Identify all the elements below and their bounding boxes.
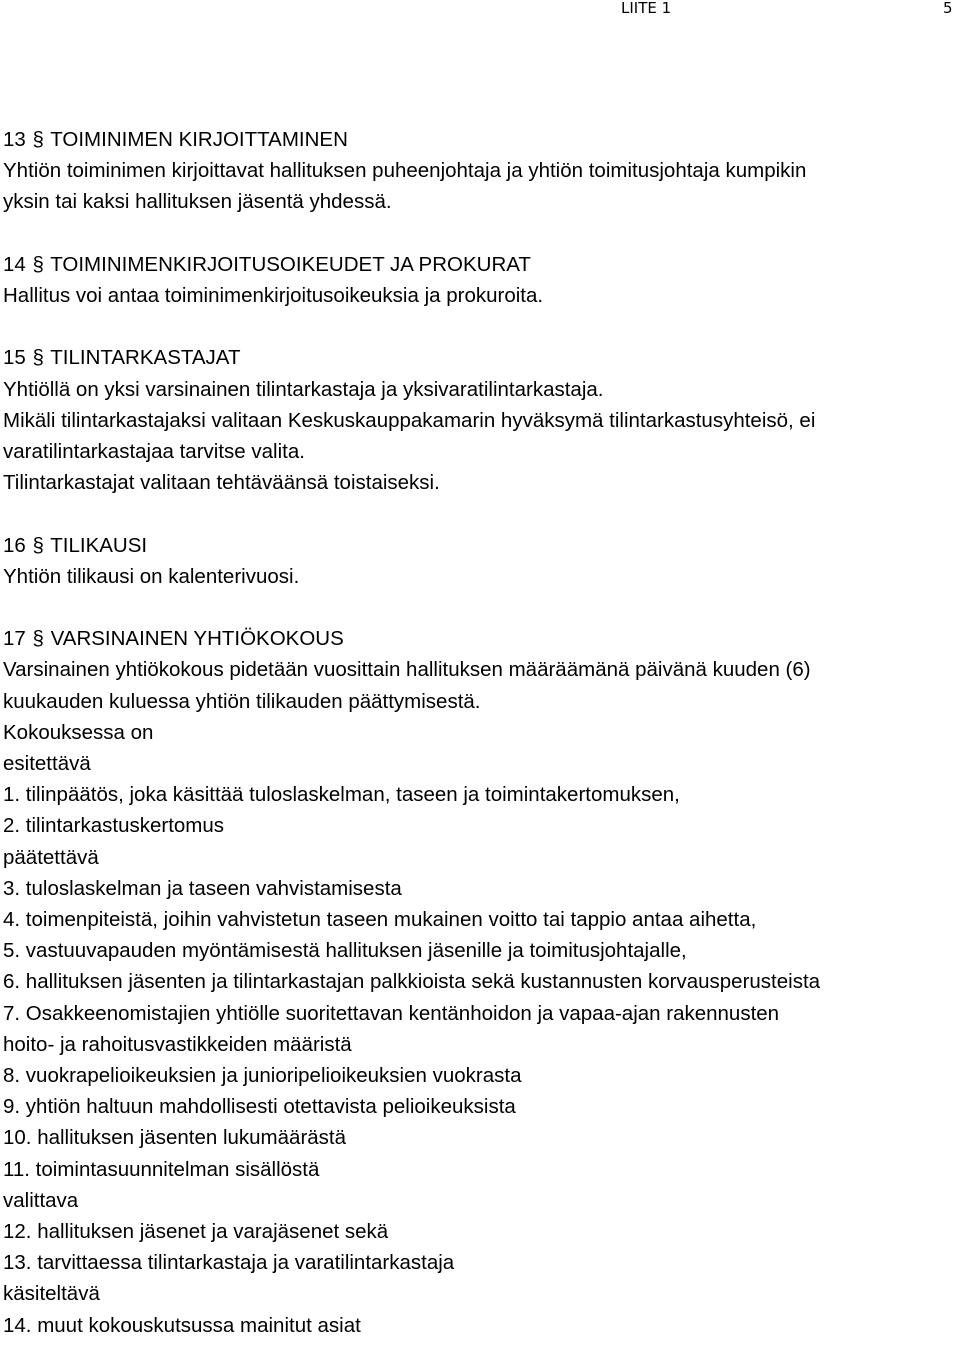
list-group-label: päätettävä: [3, 845, 99, 869]
section-heading: [3, 249, 953, 280]
paragraph-line: Kokouksessa on: [3, 720, 154, 744]
section-number: 15: [3, 346, 26, 370]
page-header: [0, 0, 960, 22]
section-13: [3, 124, 953, 218]
list-item: 4. toimenpiteistä, joihin vahvistetun taseen mukainen voitto tai tappio antaa aihetta,: [3, 908, 757, 932]
paragraph-line: kuukauden kuluessa yhtiön tilikauden päättymisestä.: [3, 689, 481, 713]
paragraph-line: Yhtiön tilikausi on kalenterivuosi.: [3, 564, 300, 588]
document-body: [3, 124, 953, 1341]
page-number: 5: [943, 0, 953, 17]
paragraph-line: Tilintarkastajat valitaan tehtäväänsä toistaiseksi.: [3, 471, 440, 495]
paragraph-line: Mikäli tilintarkastajaksi valitaan Keskuskauppakamarin hyväksymä tilintarkastusyhteisö, ei: [3, 408, 816, 432]
section-symbol: §: [32, 128, 44, 151]
list-item: 9. yhtiön haltuun mahdollisesti otettavista pelioikeuksista: [3, 1095, 516, 1119]
list-item: 3. tuloslaskelman ja taseen vahvistamisesta: [3, 876, 402, 900]
section-heading: [3, 124, 953, 155]
paragraph-line: Yhtiön toiminimen kirjoittavat hallituksen puheenjohtaja ja yhtiön toimitusjohtaja kumpikin: [3, 159, 807, 183]
list-item: 1. tilinpäätös, joka käsittää tuloslaskelman, taseen ja toimintakertomuksen,: [3, 783, 680, 807]
list-item: 12. hallituksen jäsenet ja varajäsenet sekä: [3, 1220, 389, 1244]
list-group-label: käsiteltävä: [3, 1282, 100, 1306]
section-symbol: §: [32, 627, 44, 651]
section-heading: [3, 623, 953, 654]
list-item: 10. hallituksen jäsenten lukumäärästä: [3, 1126, 347, 1150]
paragraph-line: varatilintarkastajaa tarvitse valita.: [3, 440, 305, 463]
list-item: 13. tarvittaessa tilintarkastaja ja varatilintarkastaja: [3, 1251, 455, 1275]
section-heading: [3, 530, 953, 561]
paragraph-line: Varsinainen yhtiökokous pidetään vuosittain hallituksen määräämänä päivänä kuuden (6): [3, 658, 811, 682]
paragraph-line: Hallitus voi antaa toiminimenkirjoitusoikeuksia ja prokuroita.: [3, 284, 544, 307]
list-item: hoito- ja rahoitusvastikkeiden määristä: [3, 1032, 352, 1056]
list-item: 8. vuokrapelioikeuksien ja junioripelioikeuksien vuokrasta: [3, 1064, 522, 1088]
section-title: VARSINAINEN YHTIÖKOKOUS: [50, 627, 344, 651]
list-item: 5. vastuuvapauden myöntämisestä hallituksen jäsenille ja toimitusjohtajalle,: [3, 939, 687, 963]
list-group-label: esitettävä: [3, 752, 91, 775]
section-16: [3, 530, 953, 592]
list-group-label: valittava: [3, 1188, 79, 1212]
appendix-label: LIITE 1: [621, 0, 672, 17]
list-item: 6. hallituksen jäsenten ja tilintarkastajan palkkioista sekä kustannusten korvausperusteista: [3, 970, 821, 994]
section-number: 14: [3, 252, 26, 276]
section-symbol: §: [32, 346, 44, 370]
section-number: 16: [3, 533, 26, 557]
list-item: 11. toimintasuunnitelman sisällöstä: [3, 1157, 320, 1181]
section-title: TILINTARKASTAJAT: [50, 346, 241, 370]
section-symbol: §: [32, 252, 44, 276]
list-item: 7. Osakkeenomistajien yhtiölle suoritettavan kentänhoidon ja vapaa-ajan rakennusten: [3, 1001, 780, 1025]
paragraph-line: yksin tai kaksi hallituksen jäsentä yhdessä.: [3, 190, 392, 214]
section-17: [3, 623, 953, 1341]
list-item: 2. tilintarkastuskertomus: [3, 814, 225, 838]
section-title: TILIKAUSI: [50, 533, 148, 557]
list-item: 14. muut kokouskutsussa mainitut asiat: [3, 1313, 361, 1337]
section-14: [3, 249, 953, 311]
paragraph-line: Yhtiöllä on yksi varsinainen tilintarkastaja ja yksivaratilintarkastaja.: [3, 377, 604, 401]
section-number: 13: [3, 128, 26, 151]
section-symbol: §: [32, 533, 44, 557]
section-title: TOIMINIMENKIRJOITUSOIKEUDET JA PROKURAT: [50, 252, 531, 276]
section-number: 17: [3, 627, 26, 651]
section-heading: [3, 342, 953, 373]
section-title: TOIMINIMEN KIRJOITTAMINEN: [50, 128, 348, 151]
section-15: [3, 342, 953, 498]
